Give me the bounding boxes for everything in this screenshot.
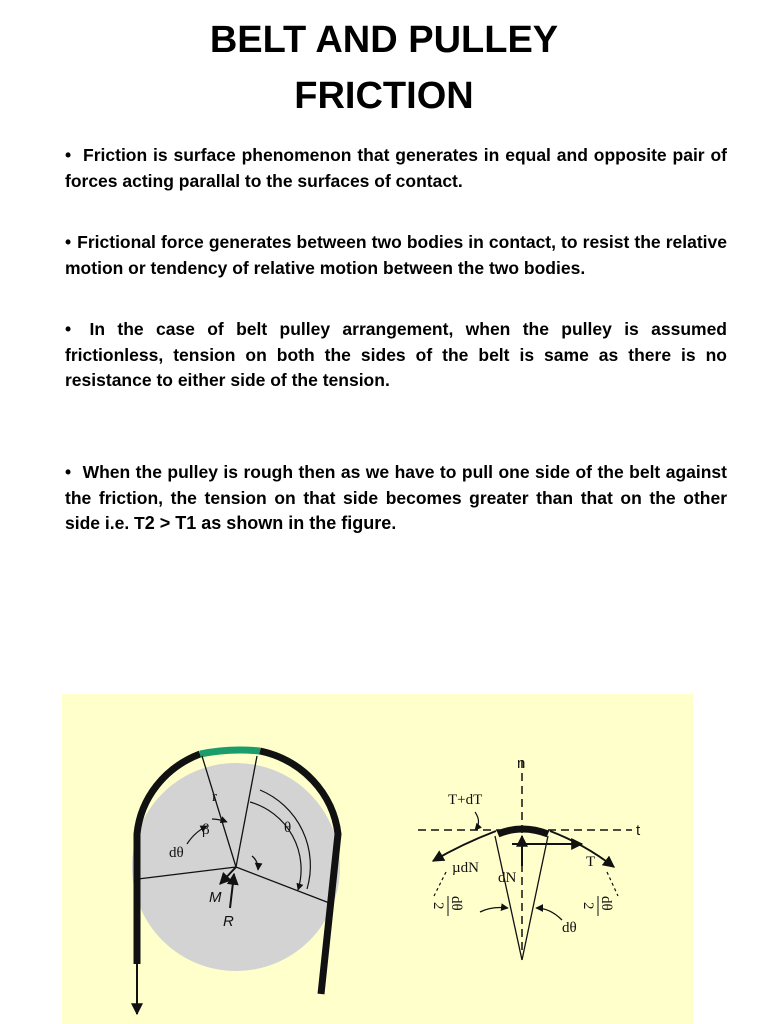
bullet-text: Frictional force generates between two bodies in contact, to resist the relative motion or tendency of relative motion between the two bodies. (65, 232, 727, 278)
frac-den-left: 2 (430, 902, 446, 910)
belt-pulley-figure (62, 694, 693, 1024)
bullet-text: When the pulley is rough then as we have to pull one side of the belt against the friction, the tension on that side becomes greater than that on the other side i.e. T (65, 462, 727, 533)
frac-den-right: 2 (580, 902, 596, 910)
title-line-1: BELT AND PULLEY (209, 19, 559, 61)
bullet-1 (65, 143, 727, 194)
label-t-axis: t (636, 822, 641, 839)
bullet-marker: • (65, 232, 72, 252)
label-t: T (586, 854, 596, 870)
belt-segment (200, 750, 260, 754)
sector-line-right (522, 836, 548, 960)
figure-svg (62, 694, 693, 1024)
title-line-2: FRICTION (294, 75, 474, 117)
angle-arc-right (607, 872, 618, 896)
label-dtheta-left: dθ (169, 845, 184, 861)
label-mudn: µdN (452, 860, 479, 876)
label-t-plus-dt: T+dT (448, 792, 483, 808)
page-title (0, 12, 768, 124)
half-angle-right (580, 896, 614, 916)
dtheta-arrow-right (536, 908, 562, 920)
bullet-marker: • (65, 319, 72, 339)
belt-element (498, 829, 548, 834)
bullet-emphasis: 2 > T1 as shown in the figure (144, 513, 392, 533)
dtheta-arrow-left (480, 908, 508, 913)
bullet-text: Friction is surface phenomenon that generates in equal and opposite pair of forces acting parallal to the surfaces of contact. (65, 145, 727, 191)
label-m: M (209, 889, 222, 906)
label-beta: β (202, 822, 210, 838)
sector-line-left (495, 836, 522, 960)
angle-arc-left (434, 872, 446, 896)
label-r-reaction: R (223, 913, 234, 930)
label-theta: θ (284, 820, 292, 836)
label-pointer-tdt (475, 812, 479, 830)
arrow-t (550, 831, 614, 867)
label-dtheta-right: dθ (562, 920, 577, 936)
arrow-t-plus-dt (433, 831, 496, 861)
bullet-3 (65, 317, 727, 394)
bullet-text-end: . (391, 513, 397, 533)
half-angle-left (430, 896, 464, 916)
label-r: r (212, 789, 217, 805)
bullet-marker: • (65, 145, 72, 165)
bullet-2 (65, 230, 727, 281)
label-dn: dN (498, 870, 517, 886)
frac-num-left: dθ (448, 896, 464, 911)
bullet-marker: • (65, 462, 72, 482)
label-n: n (517, 755, 526, 772)
bullet-4 (65, 460, 727, 537)
frac-num-right: dθ (598, 896, 614, 911)
bullet-text: In the case of belt pulley arrangement, when the pulley is assumed frictionless, tension on both the sides of the belt is same as there is no resistance to either side of the tension. (65, 319, 727, 390)
